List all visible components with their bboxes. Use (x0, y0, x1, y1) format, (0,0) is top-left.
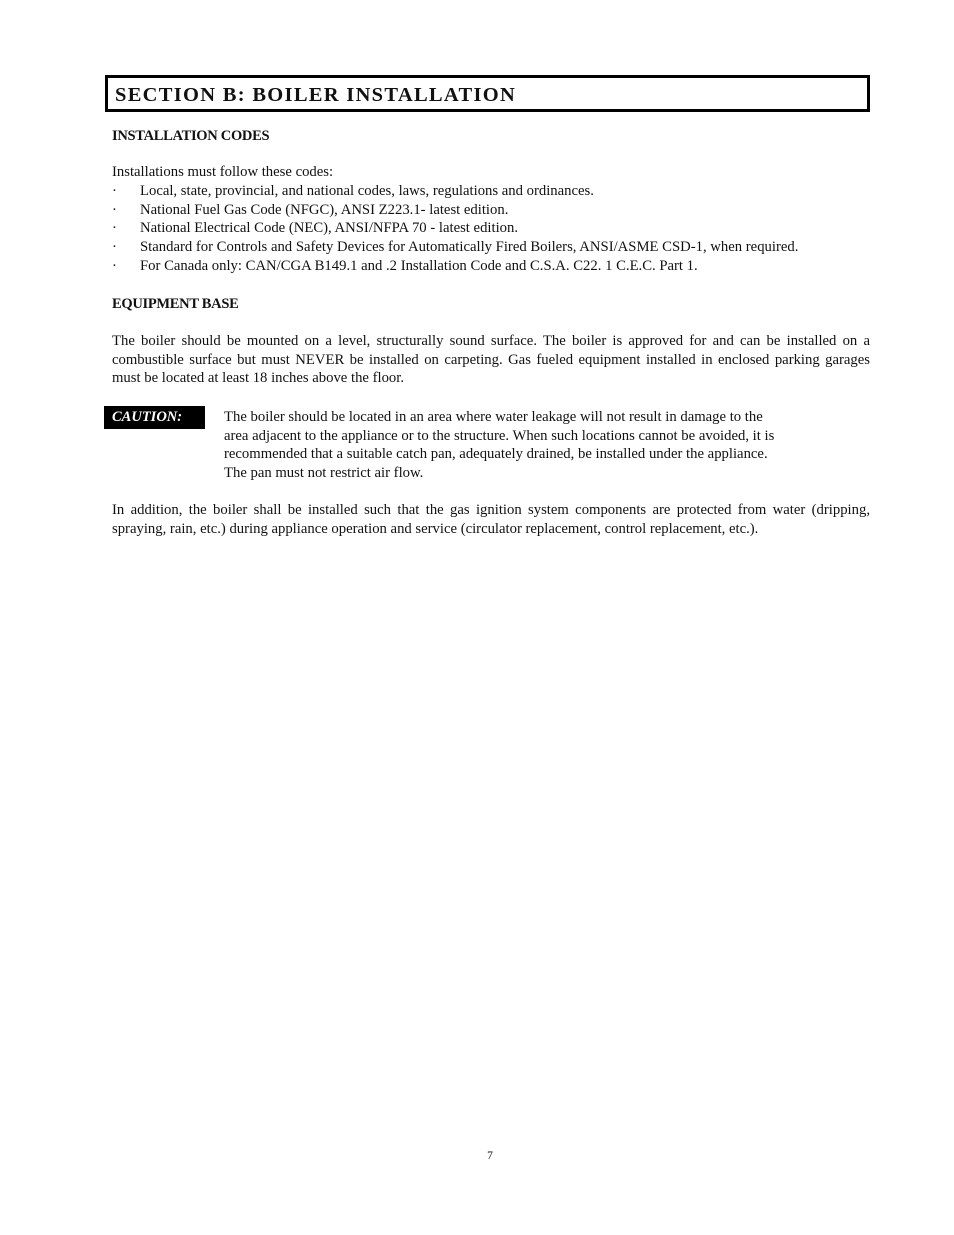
bullet-marker: · (112, 201, 117, 218)
equipment-base-heading: EQUIPMENT BASE (112, 296, 239, 312)
list-item-text: Local, state, provincial, and national codes, laws, regulations and ordinances. (140, 183, 594, 199)
equipment-base-paragraph: The boiler should be mounted on a level, structurally sound surface. The boiler is approved for and can be installed on a combustible surface but must NEVER be installed on carpeting. Gas fueled equipment installed in enclosed parking garages must be located at least 18 inches above the floor. (112, 333, 870, 387)
caution-line: area adjacent to the appliance or to the structure. When such locations cannot be avoided, it is (224, 427, 775, 444)
caution-text (224, 408, 774, 483)
list-item-text: Standard for Controls and Safety Devices for Automatically Fired Boilers, ANSI/ASME CSD-1, when required. (140, 239, 799, 256)
section-title-box (105, 75, 870, 112)
list-item-text: National Fuel Gas Code (NFGC), ANSI Z223.1- latest edition. (140, 201, 509, 218)
page-number: 7 (487, 1150, 493, 1162)
list-item-text: National Electrical Code (NEC), ANSI/NFPA 70 - latest edition. (140, 220, 519, 237)
bullet-marker: · (112, 183, 117, 199)
caution-line: recommended that a suitable catch pan, adequately drained, be installed under the appliance. (224, 446, 768, 463)
caution-badge: CAUTION: (104, 406, 205, 429)
caution-line: The boiler should be located in an area where water leakage will not result in damage to the (224, 409, 763, 425)
section-title: SECTION B: BOILER INSTALLATION (115, 84, 517, 106)
bullet-marker: · (112, 239, 117, 256)
list-item-text: For Canada only: CAN/CGA B149.1 and .2 Installation Code and C.S.A. C22. 1 C.E.C. Part 1. (140, 257, 698, 274)
bullet-marker: · (112, 257, 117, 274)
additional-paragraph: In addition, the boiler shall be installed such that the gas ignition system components are protected from water (dripping, spraying, rain, etc.) during appliance operation and service (circulator replacement, control replacement, etc.). (112, 502, 870, 537)
bullet-marker: · (112, 220, 117, 237)
installation-codes-intro: Installations must follow these codes: (112, 164, 334, 180)
installation-codes-heading: INSTALLATION CODES (112, 128, 270, 144)
caution-line: The pan must not restrict air flow. (224, 465, 424, 482)
